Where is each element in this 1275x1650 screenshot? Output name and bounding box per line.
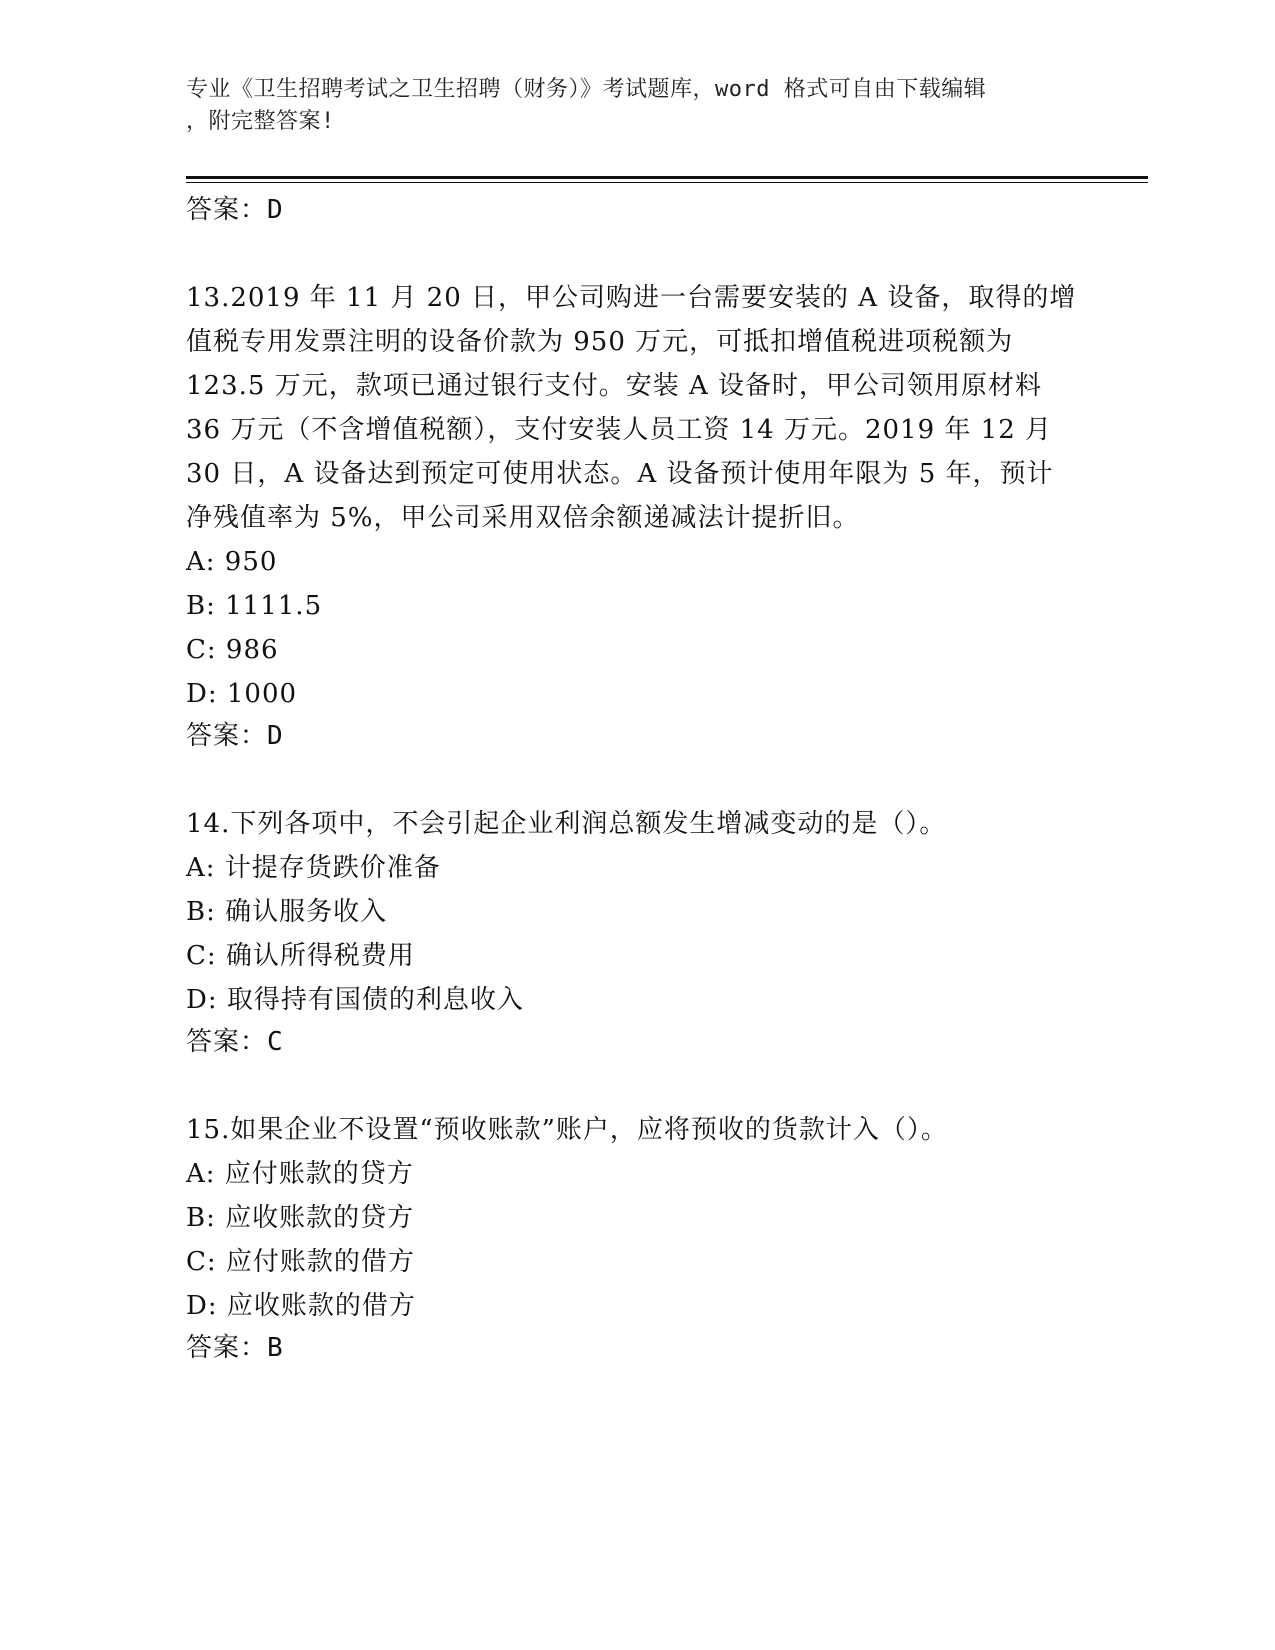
q13-answer: 答案：D: [186, 721, 284, 751]
q15-option-b: B: 应收账款的贷方: [186, 1203, 415, 1233]
q13-stem-line-3: 123.5 万元，款项已通过银行支付。安装 A 设备时，甲公司领用原材料: [186, 371, 1043, 401]
page-header: [186, 74, 1066, 138]
q13-stem-line-5: 30 日，A 设备达到预定可使用状态。A 设备预计使用年限为 5 年，预计: [186, 459, 1054, 489]
q13-stem-line-1: 13.2019 年 11 月 20 日，甲公司购进一台需要安装的 A 设备，取得的增: [186, 283, 1077, 313]
q14-option-a: A: 计提存货跌价准备: [186, 853, 441, 883]
q14-option-c: C: 确认所得税费用: [186, 941, 415, 971]
header-rule-thick: [186, 176, 1148, 179]
q13-option-b: B: 1111.5: [186, 591, 323, 621]
q13-option-d: D: 1000: [186, 679, 298, 709]
q15-stem: 15.如果企业不设置“预收账款”账户，应将预收的货款计入（）。: [186, 1115, 948, 1145]
answer-q12: 答案：D: [186, 195, 284, 225]
header-line-1: 专业《卫生招聘考试之卫生招聘（财务）》考试题库，word 格式可自由下载编辑: [186, 77, 987, 102]
header-line-2: ，附完整答案!: [186, 109, 335, 134]
q15-option-a: A: 应付账款的贷方: [186, 1159, 414, 1189]
q13-option-c: C: 986: [186, 635, 279, 665]
q15-answer: 答案：B: [186, 1333, 284, 1363]
q14-option-b: B: 确认服务收入: [186, 897, 388, 927]
q14-option-d: D: 取得持有国债的利息收入: [186, 985, 524, 1015]
q14-stem: 14.下列各项中，不会引起企业利润总额发生增减变动的是（）。: [186, 809, 947, 839]
header-rule-thin: [186, 182, 1148, 183]
q13-option-a: A: 950: [186, 547, 278, 577]
q13-stem-line-6: 净残值率为 5%，甲公司采用双倍余额递减法计提折旧。: [186, 503, 860, 533]
q13-stem-line-2: 值税专用发票注明的设备价款为 950 万元，可抵扣增值税进项税额为: [186, 327, 1014, 357]
q14-answer: 答案：C: [186, 1027, 284, 1057]
q13-stem-line-4: 36 万元（不含增值税额），支付安装人员工资 14 万元。2019 年 12 月: [186, 415, 1053, 445]
q15-option-d: D: 应收账款的借方: [186, 1291, 416, 1321]
q15-option-c: C: 应付账款的借方: [186, 1247, 415, 1277]
